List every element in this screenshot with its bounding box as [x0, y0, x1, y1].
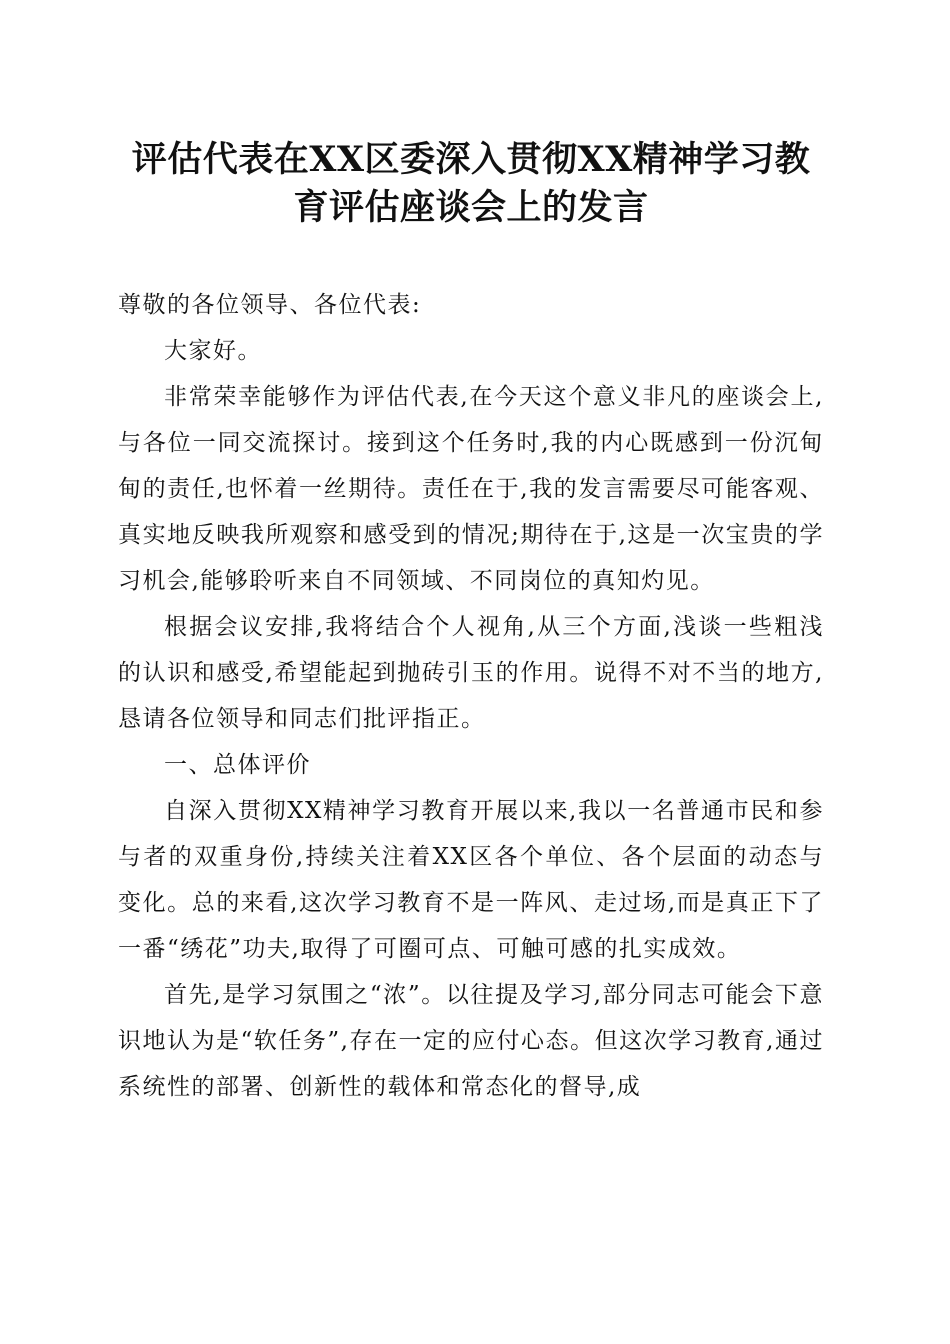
paragraph-arrangement: 根据会议安排,我将结合个人视角,从三个方面,浅谈一些粗浅的认识和感受,希望能起到抛砖引玉的作用。说得不对不当的地方,恳请各位领导和同志们批评指正。: [118, 614, 824, 732]
greeting: 大家好。: [164, 338, 262, 364]
title-line-1: 评估代表在XX区委深入贯彻XX精神学习教: [131, 139, 811, 180]
paragraph-intro: 非常荣幸能够作为评估代表,在今天这个意义非凡的座谈会上,与各位一同交流探讨。接到这个任务时,我的内心既感到一份沉甸甸的责任,也怀着一丝期待。责任在于,我的发言需要尽可能客观、真实地反映我所观察和感受到的情况;期待在于,这是一次宝贵的学习机会,能够聆听来自不同领域、不同岗位的真知灼见。: [118, 384, 824, 594]
paragraph-learning-atmosphere: 首先,是学习氛围之“浓”。以往提及学习,部分同志可能会下意识地认为是“软任务”,存在一定的应付心态。但这次学习教育,通过系统性的部署、创新性的载体和常态化的督导,成: [118, 982, 824, 1100]
title-line-2: 育评估座谈会上的发言: [293, 187, 649, 228]
paragraph-overall-evaluation: 自深入贯彻XX精神学习教育开展以来,我以一名普通市民和参与者的双重身份,持续关注着XX区各个单位、各个层面的动态与变化。总的来看,这次学习教育不是一阵风、走过场,而是真正下了一番“绣花”功夫,取得了可圈可点、可触可感的扎实成效。: [118, 798, 824, 962]
document-page: [118, 136, 824, 1110]
document-body: [118, 282, 824, 1110]
salutation: 尊敬的各位领导、各位代表:: [118, 292, 422, 318]
document-title: [118, 136, 824, 232]
section-heading-overall-evaluation: 一、总体评价: [164, 752, 311, 778]
